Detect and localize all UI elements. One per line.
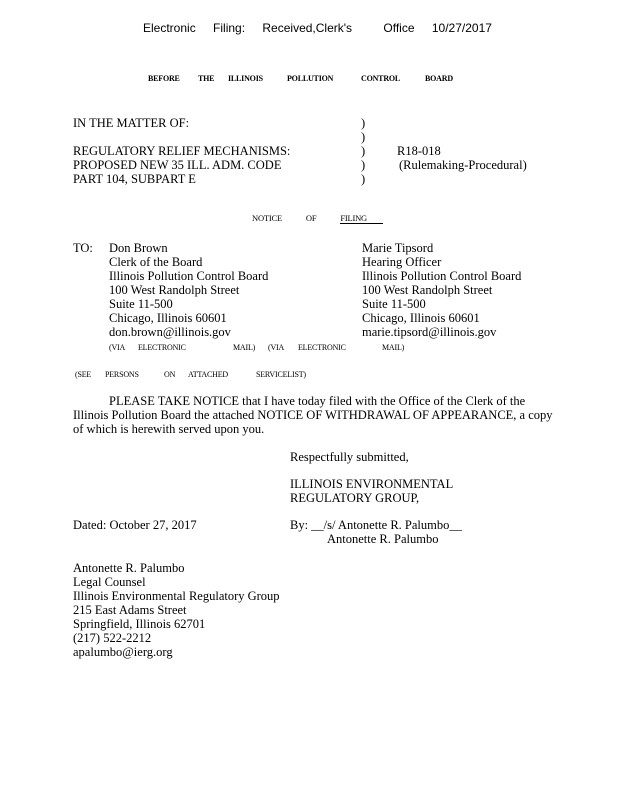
board-title-word: BEFORE <box>148 74 180 83</box>
to-label: TO: <box>73 241 93 255</box>
recipient-org: Illinois Pollution Control Board <box>362 269 522 283</box>
service-list-word: SERVICELIST) <box>256 370 306 379</box>
caption-title-line: PART 104, SUBPART E <box>73 172 196 186</box>
notice-of-filing-title <box>252 213 383 223</box>
caption-matter: IN THE MATTER OF: <box>73 116 190 130</box>
recipient-suite: Suite 11-500 <box>362 297 426 311</box>
notice-body-paragraph <box>73 394 573 436</box>
recipient-title: Hearing Officer <box>362 255 442 269</box>
caption-title-line: REGULATORY RELIEF MECHANISMS: <box>73 144 291 158</box>
dated-line: Dated: October 27, 2017 <box>73 518 197 532</box>
via-label: MAIL) <box>382 343 405 352</box>
via-label: ELECTRONIC <box>298 343 346 352</box>
stamp-date: 10/27/2017 <box>431 21 492 35</box>
group-line: ILLINOIS ENVIRONMENTAL <box>290 477 454 491</box>
caption-paren: ) <box>361 144 366 158</box>
recipient-email: marie.tipsord@illinois.gov <box>362 325 497 339</box>
caption-paren: ) <box>361 116 366 130</box>
stamp-label-electronic: Electronic <box>143 21 196 35</box>
service-list-word: (SEE <box>75 370 92 379</box>
caption-parentheses <box>361 116 365 186</box>
signer-printed-name: Antonette R. Palumbo <box>327 532 439 546</box>
counsel-street: 215 East Adams Street <box>73 603 187 617</box>
counsel-block <box>73 561 280 659</box>
body-line: PLEASE TAKE NOTICE that I have today filed with the Office of the Clerk of the <box>109 394 526 408</box>
recipient-city: Chicago, Illinois 60601 <box>362 311 480 325</box>
recipient-suite: Suite 11-500 <box>109 297 173 311</box>
group-line: REGULATORY GROUP, <box>290 491 420 505</box>
caption-paren: ) <box>361 158 366 172</box>
notice-title-word: OF <box>305 213 317 223</box>
notice-title-word: FILING <box>340 213 383 224</box>
caption-paren: ) <box>361 130 366 144</box>
closing-text: Respectfully submitted, <box>290 450 409 464</box>
electronic-filing-stamp <box>143 21 506 35</box>
signing-group <box>290 477 453 505</box>
stamp-label-office: Office <box>383 21 415 35</box>
body-line: Illinois Pollution Board the attached NOTICE OF WITHDRAWAL OF APPEARANCE, a copy <box>73 408 553 422</box>
board-title-word: CONTROL <box>361 74 401 83</box>
board-title-word: THE <box>198 74 215 83</box>
board-title-word: BOARD <box>425 74 453 83</box>
recipient-city: Chicago, Illinois 60601 <box>109 311 227 325</box>
recipient-title: Clerk of the Board <box>109 255 203 269</box>
board-title-word: POLLUTION <box>287 74 334 83</box>
counsel-city: Springfield, Illinois 62701 <box>73 617 206 631</box>
via-label: MAIL) <box>233 343 256 352</box>
recipient-name: Don Brown <box>109 241 168 255</box>
body-line: of which is herewith served upon you. <box>73 422 265 436</box>
stamp-label-received: Received,Clerk's <box>262 21 353 35</box>
recipient-block-2 <box>362 241 521 339</box>
counsel-name: Antonette R. Palumbo <box>73 561 185 575</box>
case-type: (Rulemaking-Procedural) <box>399 158 527 172</box>
recipient-block-1 <box>109 241 268 339</box>
via-label: (VIA <box>268 343 285 352</box>
caption-title-line: PROPOSED NEW 35 ILL. ADM. CODE <box>73 158 282 172</box>
recipient-street: 100 West Randolph Street <box>362 283 493 297</box>
board-title-word: ILLINOIS <box>228 74 263 83</box>
service-list-word: ON <box>164 370 176 379</box>
recipient-name: Marie Tipsord <box>362 241 434 255</box>
recipient-email: don.brown@illinois.gov <box>109 325 231 339</box>
case-caption-left <box>73 116 290 186</box>
via-label: (VIA <box>109 343 126 352</box>
counsel-phone: (217) 522-2212 <box>73 631 152 645</box>
case-number: R18-018 <box>397 144 441 158</box>
counsel-title: Legal Counsel <box>73 575 146 589</box>
stamp-label-filing: Filing: <box>213 21 246 35</box>
recipient-org: Illinois Pollution Control Board <box>109 269 269 283</box>
caption-paren: ) <box>361 172 366 186</box>
via-label: ELECTRONIC <box>138 343 186 352</box>
notice-title-word: NOTICE <box>252 213 282 223</box>
signature-line: By: __/s/ Antonette R. Palumbo__ <box>290 518 462 532</box>
recipient-street: 100 West Randolph Street <box>109 283 240 297</box>
service-list-word: PERSONS <box>105 370 139 379</box>
service-list-word: ATTACHED <box>188 370 228 379</box>
counsel-org: Illinois Environmental Regulatory Group <box>73 589 280 603</box>
counsel-email: apalumbo@ierg.org <box>73 645 173 659</box>
